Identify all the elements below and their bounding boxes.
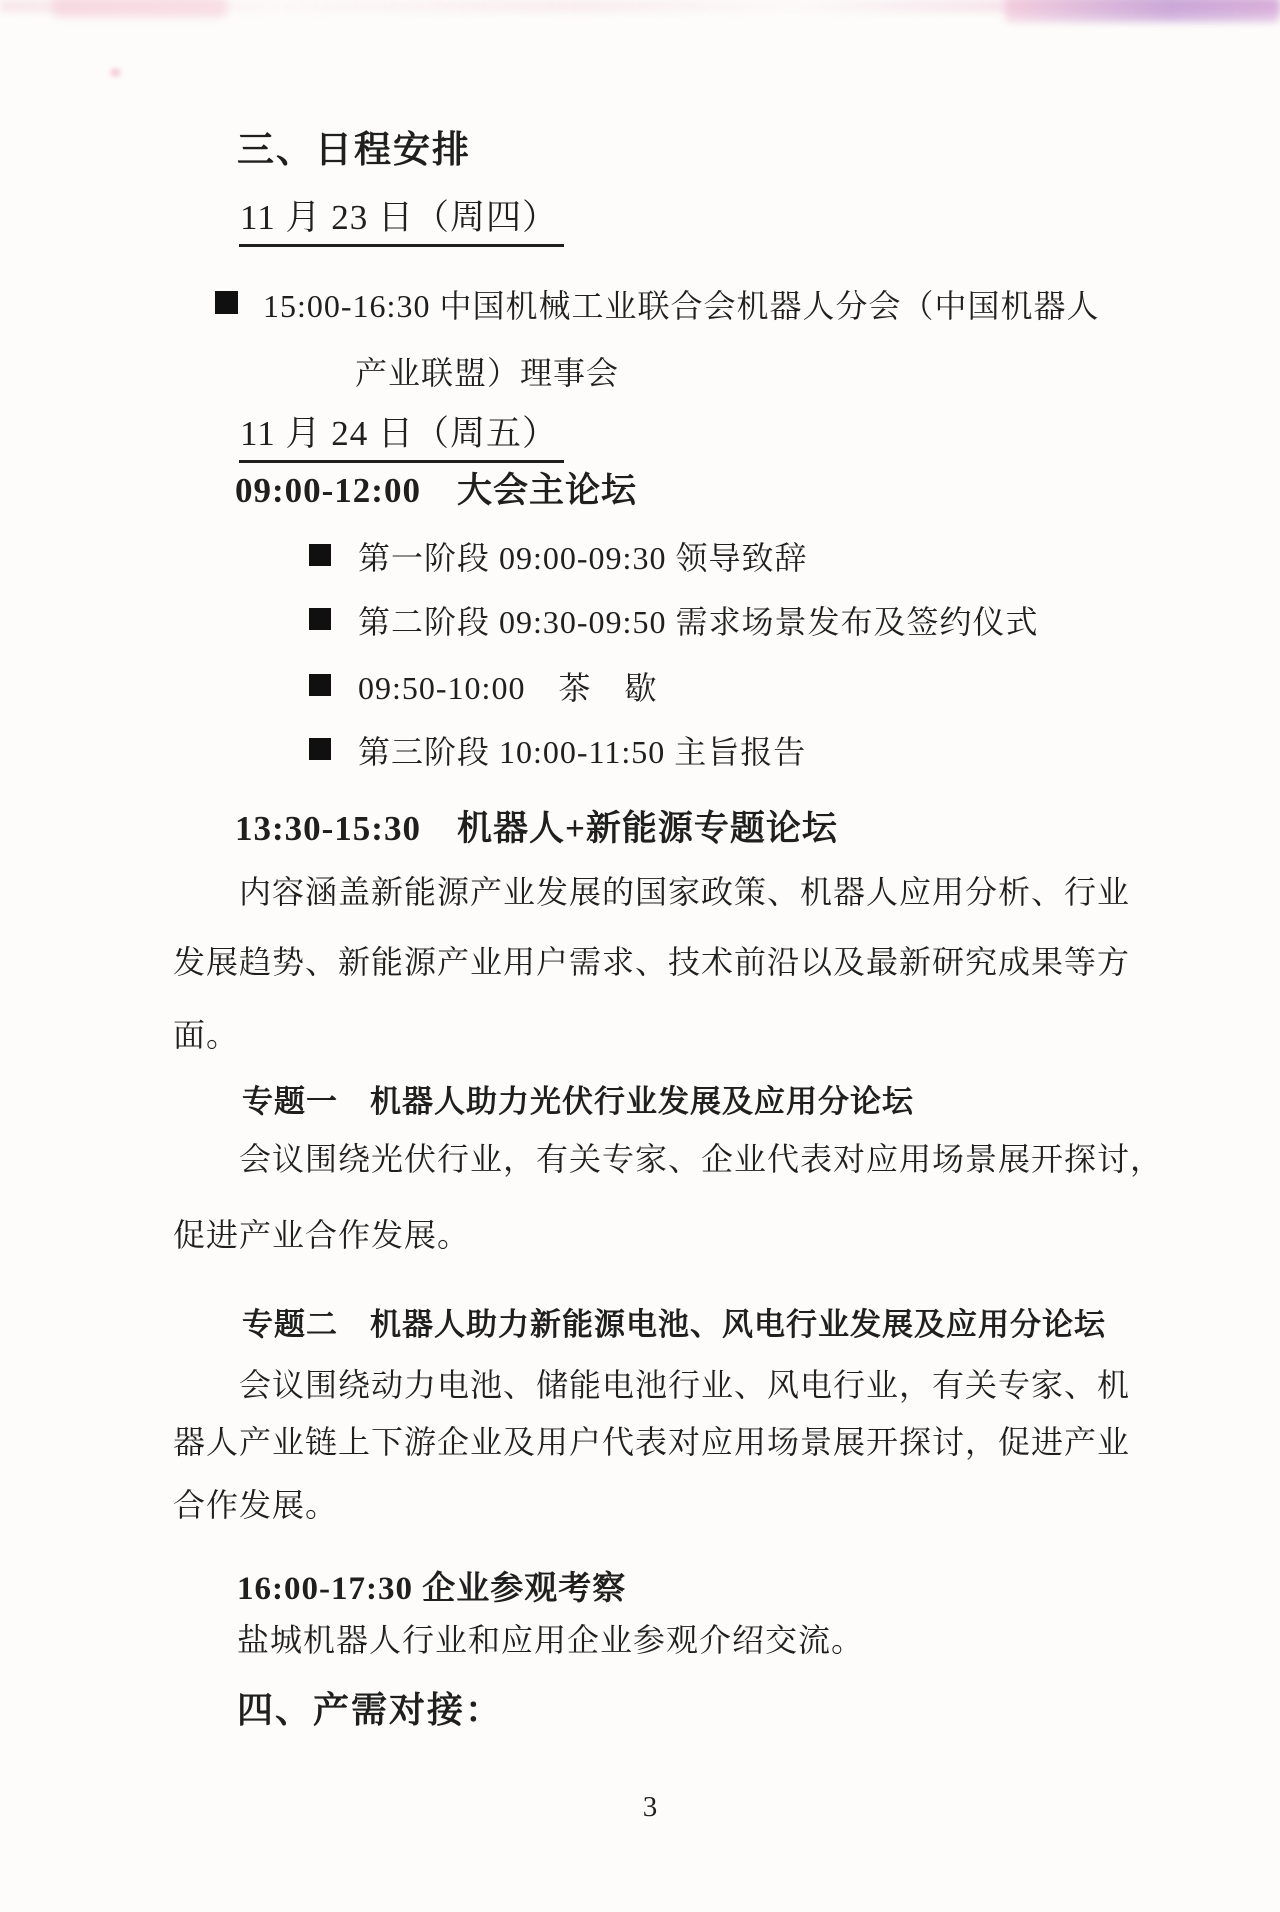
date-heading-nov23	[239, 198, 564, 238]
scan-artifact-top-left	[52, 0, 227, 18]
bullet-square-icon	[215, 291, 238, 314]
section-4-heading: 四、产需对接：	[237, 1690, 504, 1730]
scan-artifact-dot	[110, 68, 121, 77]
topic2-body-line1: 会议围绕动力电池、储能电池行业、风电行业，有关专家、机	[239, 1367, 1131, 1403]
scan-artifact-top-right	[1005, 0, 1280, 22]
bullet-square-icon	[309, 608, 331, 630]
stage-item-2-text: 第二阶段 09:30-09:50 需求场景发布及签约仪式	[358, 604, 1039, 640]
bullet-square-icon	[309, 738, 331, 760]
date-heading-nov24	[239, 414, 564, 454]
stage-item-1	[309, 540, 807, 577]
topic1-heading: 专题一 机器人助力光伏行业发展及应用分论坛	[242, 1084, 914, 1119]
page-number: 3	[642, 1791, 658, 1823]
stage-item-3-text: 09:50-10:00 茶 歇	[358, 670, 658, 706]
bullet-square-icon	[309, 674, 331, 696]
stage-item-2	[309, 604, 1038, 641]
stage-item-3	[309, 670, 657, 707]
stage-item-1-text: 第一阶段 09:00-09:30 领导致辞	[358, 540, 808, 576]
energy-intro-line3: 面。	[173, 1017, 240, 1053]
section-3-heading: 三、日程安排	[237, 130, 471, 171]
topic2-body-line2: 器人产业链上下游企业及用户代表对应用场景展开探讨，促进产业	[173, 1424, 1131, 1460]
energy-forum-heading: 13:30-15:30 机器人+新能源专题论坛	[235, 809, 838, 848]
topic2-body-line3: 合作发展。	[173, 1487, 339, 1523]
stage-item-4	[309, 734, 806, 771]
energy-intro-line2: 发展趋势、新能源产业用户需求、技术前沿以及最新研究成果等方	[173, 944, 1131, 980]
scan-artifact-top-band	[0, 0, 1280, 12]
energy-intro-line1: 内容涵盖新能源产业发展的国家政策、机器人应用分析、行业	[239, 874, 1131, 910]
visit-heading: 16:00-17:30 企业参观考察	[237, 1571, 627, 1607]
event-council-line1: 15:00-16:30 中国机械工业联合会机器人分会（中国机器人	[263, 288, 1100, 324]
stage-item-4-text: 第三阶段 10:00-11:50 主旨报告	[358, 734, 807, 770]
date-heading-nov24-text: 11 月 24 日（周五）	[239, 414, 564, 463]
topic2-heading: 专题二 机器人助力新能源电池、风电行业发展及应用分论坛	[242, 1307, 1106, 1342]
topic1-body-line2: 促进产业合作发展。	[173, 1217, 471, 1253]
main-forum-heading: 09:00-12:00 大会主论坛	[235, 471, 637, 510]
date-heading-nov23-text: 11 月 23 日（周四）	[239, 198, 564, 247]
topic1-body-line1: 会议围绕光伏行业，有关专家、企业代表对应用场景展开探讨，	[239, 1141, 1164, 1177]
bullet-square-icon	[309, 544, 331, 566]
visit-body: 盐城机器人行业和应用企业参观介绍交流。	[237, 1622, 865, 1658]
event-council-line2: 产业联盟）理事会	[355, 355, 620, 391]
event-council-meeting	[215, 288, 1099, 325]
